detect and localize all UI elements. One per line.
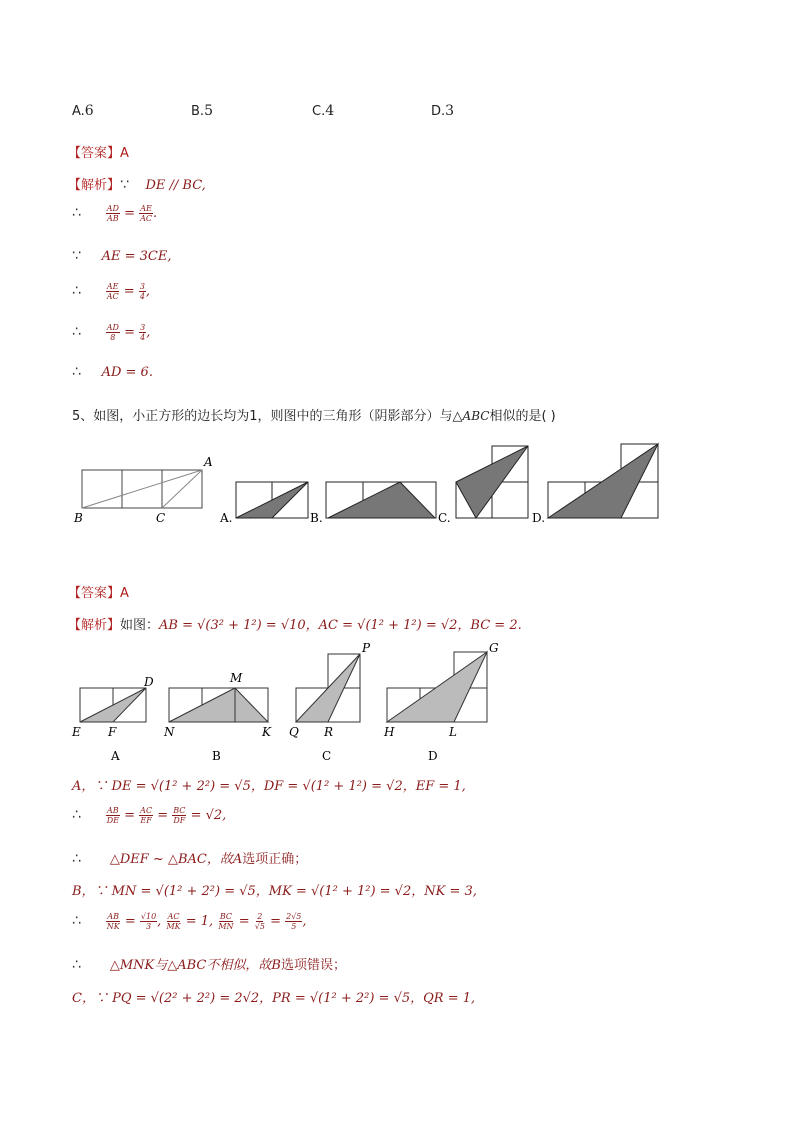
analysis-2-line-1: 【解析】如图：AB = √(3² + 1²) = √10，AC = √(1² + 1²) = √2，BC = 2. (68, 618, 522, 633)
question-5-text: 5、如图，小正方形的边长均为1，则图中的三角形（阴影部分）与△ABC相似的是( ) (72, 409, 556, 424)
option-c-letter: C. (438, 511, 451, 525)
solution-figure-c (296, 654, 360, 722)
answer-label-1: 【答案】A (68, 146, 129, 161)
svg-text:A: A (111, 749, 120, 763)
solution-figure-b (169, 688, 268, 722)
solution-figures (66, 640, 516, 770)
analysis-2-b-conclusion: ∴ △MNK与△ABC不相似，故B选项错误； (72, 957, 346, 973)
svg-text:N: N (164, 725, 175, 739)
option-a-figure (236, 482, 308, 518)
option-c-figure (456, 446, 528, 518)
svg-text:P: P (362, 641, 371, 655)
svg-text:Q: Q (289, 725, 299, 739)
label-a: A (204, 455, 213, 469)
svg-text:E: E (72, 725, 81, 739)
option-d: D.3 (431, 103, 455, 119)
svg-text:D: D (428, 749, 438, 763)
analysis-2-a-conclusion: ∴ △DEF ~ △BAC，故A选项正确； (72, 851, 308, 867)
solution-figure-a (80, 688, 146, 722)
option-d-figure (548, 444, 658, 518)
answer-label-2: 【答案】A (68, 586, 129, 601)
analysis-1-line-6: ∴ AD = 6. (72, 364, 153, 380)
analysis-2-a-line: A，∵ DE = √(1² + 2²) = √5，DF = √(1² + 1²) = √2，EF = 1, (72, 779, 466, 794)
svg-text:L: L (449, 725, 457, 739)
svg-text:R: R (324, 725, 334, 739)
analysis-2-a-fracs: ∴ $\frac{AB}{DE}$ = $\frac{AC}{EF}$ = $\frac{BC}{DF}$ = √2, (72, 806, 227, 825)
option-d-letter: D. (532, 511, 546, 525)
label-b: B (74, 511, 83, 525)
label-c: C (156, 511, 166, 525)
option-b-letter: B. (310, 511, 323, 525)
solution-figure-d (387, 652, 487, 722)
analysis-1-line-2: ∴ $\frac{AD}{AB}$ = $\frac{AE}{AC}$ . (72, 204, 158, 223)
option-c: C.4 (312, 103, 335, 119)
reference-triangle-abc (82, 470, 202, 508)
question-5-figures (70, 440, 670, 530)
svg-text:F: F (108, 725, 117, 739)
analysis-1-line-4: ∴ $\frac{AE}{AC}$ = $\frac{3}{4}$ , (72, 282, 151, 301)
svg-text:B: B (212, 749, 221, 763)
option-a: A.6 (72, 103, 94, 119)
option-b: B.5 (191, 103, 213, 119)
svg-text:D: D (144, 675, 154, 689)
svg-text:K: K (262, 725, 271, 739)
option-b-figure (326, 482, 436, 518)
analysis-1-line-5: ∴ $\frac{AD}{8}$ = $\frac{3}{4}$ , (72, 323, 151, 342)
analysis-1-line-1: 【解析】∵ DE // BC, (68, 177, 206, 193)
svg-text:G: G (489, 641, 499, 655)
analysis-2-b-line: B，∵ MN = √(1² + 2²) = √5，MK = √(1² + 1²) = √2，NK = 3, (72, 884, 477, 899)
analysis-2-b-fracs: ∴ $\frac{AB}{NK}$ = $\frac{√10}{3}$ , $\frac{AC}{MK}$ = 1, $\frac{BC}{MN}$ = $\frac{2}{√5}$ = $\frac{2√5}{5}$ , (72, 912, 307, 931)
analysis-2-c-line: C，∵ PQ = √(2² + 2²) = 2√2，PR = √(1² + 2²) = √5，QR = 1, (72, 991, 476, 1006)
option-a-letter: A. (220, 511, 233, 525)
svg-text:M: M (230, 671, 243, 685)
svg-text:C: C (322, 749, 332, 763)
svg-text:H: H (384, 725, 395, 739)
analysis-1-line-3: ∵ AE = 3CE, (72, 248, 172, 264)
